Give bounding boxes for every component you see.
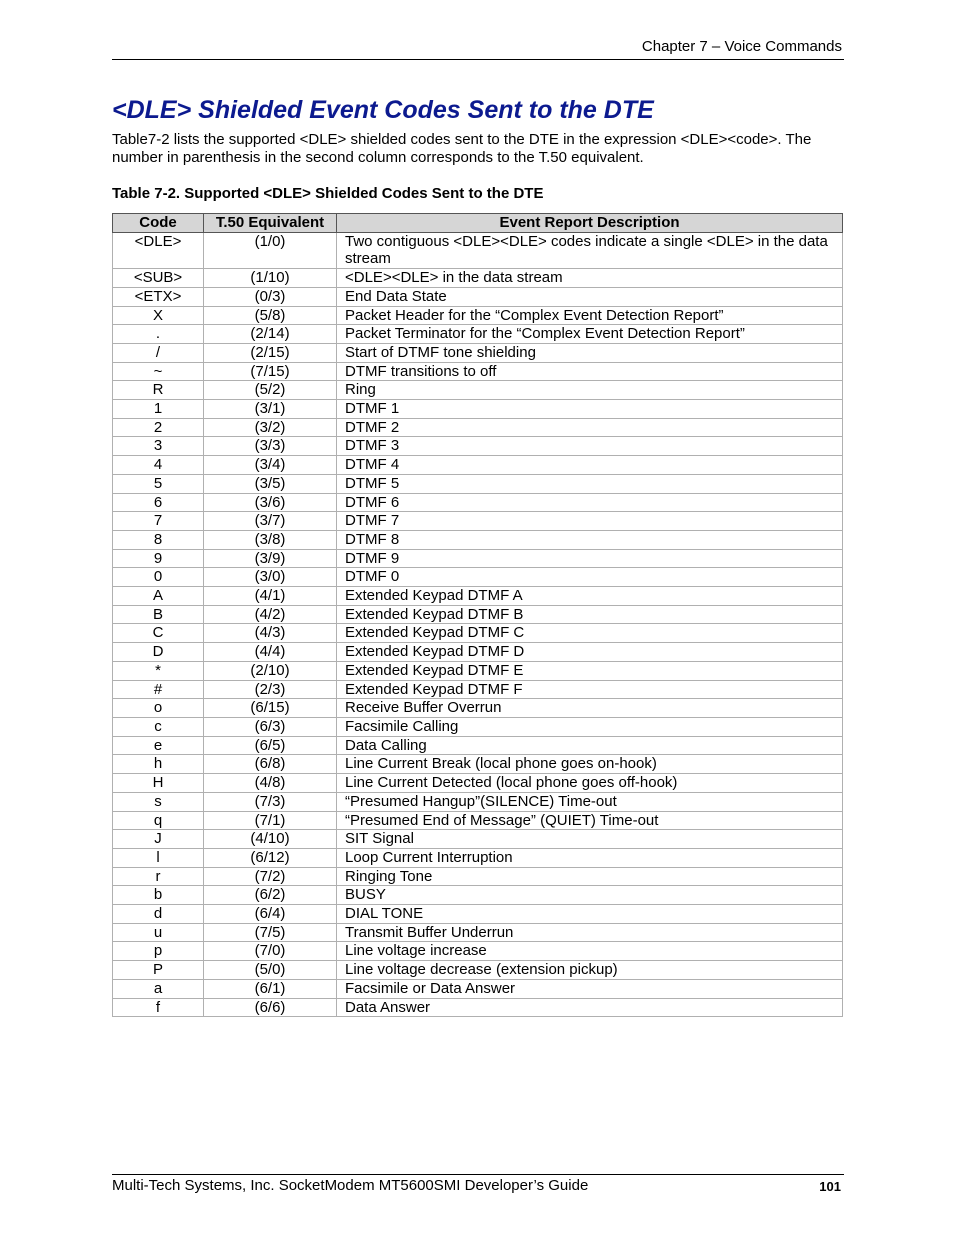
- table-row: [113, 474, 843, 493]
- description-cell: Start of DTMF tone shielding: [337, 343, 843, 362]
- code-cell: 1: [113, 400, 204, 419]
- table-row: [113, 232, 843, 268]
- t50-cell: (6/3): [204, 717, 337, 736]
- code-cell: *: [113, 661, 204, 680]
- code-cell: b: [113, 886, 204, 905]
- code-cell: J: [113, 830, 204, 849]
- code-cell: D: [113, 643, 204, 662]
- t50-cell: (3/7): [204, 512, 337, 531]
- code-cell: h: [113, 755, 204, 774]
- t50-cell: (2/3): [204, 680, 337, 699]
- t50-cell: (1/0): [204, 232, 337, 268]
- description-cell: “Presumed Hangup”(SILENCE) Time-out: [337, 792, 843, 811]
- column-header-code: Code: [113, 214, 204, 233]
- table-row: [113, 961, 843, 980]
- code-cell: #: [113, 680, 204, 699]
- table-row: [113, 605, 843, 624]
- description-cell: DTMF 6: [337, 493, 843, 512]
- table-row: [113, 530, 843, 549]
- t50-cell: (4/2): [204, 605, 337, 624]
- description-cell: DTMF transitions to off: [337, 362, 843, 381]
- table-header-row: [113, 214, 843, 233]
- code-cell: R: [113, 381, 204, 400]
- footer-title: Multi-Tech Systems, Inc. SocketModem MT5600SMI Developer’s Guide: [112, 1177, 589, 1194]
- code-cell: r: [113, 867, 204, 886]
- table-row: [113, 830, 843, 849]
- code-cell: e: [113, 736, 204, 755]
- description-cell: DTMF 9: [337, 549, 843, 568]
- t50-cell: (7/15): [204, 362, 337, 381]
- description-cell: Loop Current Interruption: [337, 848, 843, 867]
- t50-cell: (7/5): [204, 923, 337, 942]
- t50-cell: (3/5): [204, 474, 337, 493]
- t50-cell: (2/14): [204, 325, 337, 344]
- description-cell: Extended Keypad DTMF E: [337, 661, 843, 680]
- code-cell: p: [113, 942, 204, 961]
- description-cell: DIAL TONE: [337, 905, 843, 924]
- table-row: [113, 362, 843, 381]
- t50-cell: (6/2): [204, 886, 337, 905]
- table-row: [113, 306, 843, 325]
- section-title: <DLE> Shielded Event Codes Sent to the DTE: [112, 96, 654, 124]
- table-row: [113, 512, 843, 531]
- code-cell: q: [113, 811, 204, 830]
- code-cell: ~: [113, 362, 204, 381]
- t50-cell: (1/10): [204, 269, 337, 288]
- code-cell: P: [113, 961, 204, 980]
- description-cell: Two contiguous <DLE><DLE> codes indicate a single <DLE> in the data stream: [337, 232, 843, 268]
- table-row: [113, 643, 843, 662]
- code-cell: 2: [113, 418, 204, 437]
- description-cell: DTMF 4: [337, 456, 843, 475]
- description-cell: Receive Buffer Overrun: [337, 699, 843, 718]
- table-row: [113, 381, 843, 400]
- table-row: [113, 848, 843, 867]
- code-cell: 7: [113, 512, 204, 531]
- code-cell: H: [113, 774, 204, 793]
- t50-cell: (7/0): [204, 942, 337, 961]
- code-cell: <SUB>: [113, 269, 204, 288]
- description-cell: DTMF 1: [337, 400, 843, 419]
- description-cell: Line voltage decrease (extension pickup): [337, 961, 843, 980]
- table-row: [113, 717, 843, 736]
- code-cell: 8: [113, 530, 204, 549]
- t50-cell: (6/4): [204, 905, 337, 924]
- code-cell: <DLE>: [113, 232, 204, 268]
- code-cell: s: [113, 792, 204, 811]
- description-cell: Extended Keypad DTMF B: [337, 605, 843, 624]
- footer-divider: [112, 1174, 844, 1175]
- description-cell: Transmit Buffer Underrun: [337, 923, 843, 942]
- table-row: [113, 942, 843, 961]
- table-row: [113, 774, 843, 793]
- code-cell: <ETX>: [113, 287, 204, 306]
- code-cell: 3: [113, 437, 204, 456]
- t50-cell: (5/0): [204, 961, 337, 980]
- table-body: [113, 232, 843, 1017]
- table-row: [113, 979, 843, 998]
- code-cell: /: [113, 343, 204, 362]
- t50-cell: (3/3): [204, 437, 337, 456]
- description-cell: Ringing Tone: [337, 867, 843, 886]
- t50-cell: (2/10): [204, 661, 337, 680]
- t50-cell: (2/15): [204, 343, 337, 362]
- table-row: [113, 755, 843, 774]
- code-cell: 5: [113, 474, 204, 493]
- code-cell: 6: [113, 493, 204, 512]
- t50-cell: (6/8): [204, 755, 337, 774]
- code-cell: u: [113, 923, 204, 942]
- description-cell: Extended Keypad DTMF F: [337, 680, 843, 699]
- t50-cell: (0/3): [204, 287, 337, 306]
- t50-cell: (7/1): [204, 811, 337, 830]
- table-row: [113, 287, 843, 306]
- t50-cell: (7/3): [204, 792, 337, 811]
- code-cell: X: [113, 306, 204, 325]
- table-row: [113, 699, 843, 718]
- table-row: [113, 624, 843, 643]
- t50-cell: (3/8): [204, 530, 337, 549]
- t50-cell: (6/12): [204, 848, 337, 867]
- description-cell: Packet Header for the “Complex Event Detection Report”: [337, 306, 843, 325]
- table-row: [113, 923, 843, 942]
- table-row: [113, 905, 843, 924]
- description-cell: DTMF 8: [337, 530, 843, 549]
- description-cell: Ring: [337, 381, 843, 400]
- t50-cell: (7/2): [204, 867, 337, 886]
- header-divider: [112, 59, 844, 60]
- t50-cell: (3/1): [204, 400, 337, 419]
- code-cell: a: [113, 979, 204, 998]
- description-cell: BUSY: [337, 886, 843, 905]
- t50-cell: (6/15): [204, 699, 337, 718]
- column-header-t50: T.50 Equivalent: [204, 214, 337, 233]
- t50-cell: (5/8): [204, 306, 337, 325]
- description-cell: DTMF 5: [337, 474, 843, 493]
- code-cell: 9: [113, 549, 204, 568]
- t50-cell: (4/1): [204, 587, 337, 606]
- t50-cell: (3/0): [204, 568, 337, 587]
- table-row: [113, 269, 843, 288]
- code-cell: d: [113, 905, 204, 924]
- description-cell: Line Current Break (local phone goes on-hook): [337, 755, 843, 774]
- description-cell: DTMF 0: [337, 568, 843, 587]
- shielded-codes-table: [112, 213, 843, 1017]
- description-cell: DTMF 7: [337, 512, 843, 531]
- page-number: 101: [819, 1179, 841, 1194]
- t50-cell: (6/5): [204, 736, 337, 755]
- code-cell: .: [113, 325, 204, 344]
- description-cell: SIT Signal: [337, 830, 843, 849]
- description-cell: DTMF 2: [337, 418, 843, 437]
- table-row: [113, 325, 843, 344]
- table-row: [113, 456, 843, 475]
- intro-paragraph: Table7-2 lists the supported <DLE> shielded codes sent to the DTE in the expression <DLE><code>. The number in parenthesis in the second column corresponds to the T.50 equivalent.: [112, 131, 812, 166]
- code-cell: B: [113, 605, 204, 624]
- t50-cell: (3/6): [204, 493, 337, 512]
- t50-cell: (3/4): [204, 456, 337, 475]
- table-row: [113, 680, 843, 699]
- description-cell: <DLE><DLE> in the data stream: [337, 269, 843, 288]
- table-row: [113, 736, 843, 755]
- code-cell: 4: [113, 456, 204, 475]
- running-header: Chapter 7 – Voice Commands: [641, 38, 842, 55]
- description-cell: Extended Keypad DTMF A: [337, 587, 843, 606]
- description-cell: Extended Keypad DTMF D: [337, 643, 843, 662]
- description-cell: Extended Keypad DTMF C: [337, 624, 843, 643]
- t50-cell: (4/10): [204, 830, 337, 849]
- table-row: [113, 811, 843, 830]
- code-cell: o: [113, 699, 204, 718]
- table-row: [113, 867, 843, 886]
- code-cell: A: [113, 587, 204, 606]
- table-row: [113, 418, 843, 437]
- code-cell: 0: [113, 568, 204, 587]
- t50-cell: (4/3): [204, 624, 337, 643]
- description-cell: Data Calling: [337, 736, 843, 755]
- description-cell: “Presumed End of Message” (QUIET) Time-out: [337, 811, 843, 830]
- table-row: [113, 886, 843, 905]
- table-row: [113, 437, 843, 456]
- table-caption: Table 7-2. Supported <DLE> Shielded Codes Sent to the DTE: [112, 185, 544, 202]
- table-row: [113, 998, 843, 1017]
- table-row: [113, 792, 843, 811]
- t50-cell: (5/2): [204, 381, 337, 400]
- description-cell: End Data State: [337, 287, 843, 306]
- description-cell: Line voltage increase: [337, 942, 843, 961]
- description-cell: Line Current Detected (local phone goes off-hook): [337, 774, 843, 793]
- column-header-description: Event Report Description: [337, 214, 843, 233]
- code-cell: c: [113, 717, 204, 736]
- t50-cell: (6/1): [204, 979, 337, 998]
- code-cell: C: [113, 624, 204, 643]
- t50-cell: (3/9): [204, 549, 337, 568]
- description-cell: DTMF 3: [337, 437, 843, 456]
- t50-cell: (4/4): [204, 643, 337, 662]
- code-cell: l: [113, 848, 204, 867]
- table-row: [113, 661, 843, 680]
- t50-cell: (4/8): [204, 774, 337, 793]
- code-cell: f: [113, 998, 204, 1017]
- table-row: [113, 587, 843, 606]
- description-cell: Facsimile Calling: [337, 717, 843, 736]
- table-row: [113, 568, 843, 587]
- table-row: [113, 400, 843, 419]
- table-row: [113, 493, 843, 512]
- t50-cell: (3/2): [204, 418, 337, 437]
- table-row: [113, 343, 843, 362]
- t50-cell: (6/6): [204, 998, 337, 1017]
- description-cell: Packet Terminator for the “Complex Event Detection Report”: [337, 325, 843, 344]
- description-cell: Facsimile or Data Answer: [337, 979, 843, 998]
- table-row: [113, 549, 843, 568]
- description-cell: Data Answer: [337, 998, 843, 1017]
